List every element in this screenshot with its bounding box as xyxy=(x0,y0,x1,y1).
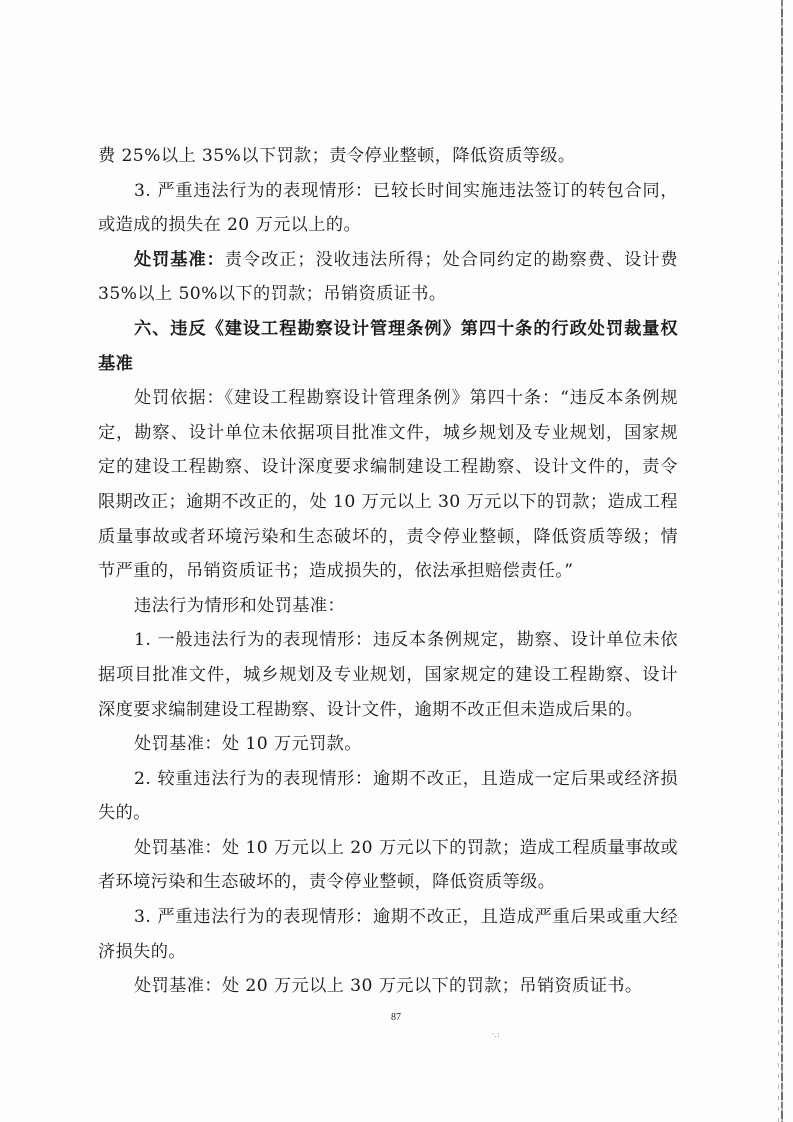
paragraph-serious-violation-5: 3. 严重违法行为的表现情形：已较长时间实施违法签订的转包合同，或造成的损失在 20 万元以上的。 xyxy=(98,180,678,236)
section-heading-6: 六、违反《建设工程勘察设计管理条例》第四十条的行政处罚裁量权基准 xyxy=(98,318,678,374)
paragraph-violation-intro: 违法行为情形和处罚基准： xyxy=(134,595,346,616)
paragraph-legal-basis: 处罚依据：《建设工程勘察设计管理条例》第四十条：“违反本条例规定，勘察、设计单位未依据项目批准文件，城乡规划及专业规划，国家规定的建设工程勘察、设计深度要求编制建设工程勘察、设计文件的，责令限期改正；逾期不改正的，处 10 万元以上 30 万元以下的罚款；造成工程质量事故或者环境污染和生态破坏的，责令停业整顿，降低资质等级；情节严重的，吊销资质证书；造成损失的，依法承担赔偿责任。” xyxy=(98,388,678,582)
body-text xyxy=(98,139,678,1004)
penalty-standard-label: 处罚基准： xyxy=(134,249,225,270)
paragraph-fee-continuation: 费 25%以上 35%以下罚款；责令停业整顿，降低资质等级。 xyxy=(98,146,576,166)
paragraph-serious-violation-6: 3. 严重违法行为的表现情形：逾期不改正，且造成严重后果或重大经济损失的。 xyxy=(98,907,678,962)
paragraph-penalty-general: 处罚基准：处 10 万元罚款。 xyxy=(134,734,362,755)
paragraph-penalty-moderate: 处罚基准：处 10 万元以上 20 万元以下的罚款；造成工程质量事故或者环境污染和生态破坏的，责令停业整顿，降低资质等级。 xyxy=(98,837,678,893)
paragraph-penalty-standard-5 xyxy=(98,243,678,312)
paragraph-penalty-serious: 处罚基准：处 20 万元以上 30 万元以下的罚款；吊销资质证书。 xyxy=(134,976,643,997)
paragraph-general-violation: 1. 一般违法行为的表现情形：违反本条例规定，勘察、设计单位未依据项目批准文件，城乡规划及专业规划，国家规定的建设工程勘察、设计深度要求编制建设工程勘察、设计文件，逾期不改正但未造成后果的。 xyxy=(98,630,678,720)
scan-edge-dashes xyxy=(778,260,779,1122)
scan-mark: ·.: xyxy=(492,1030,500,1039)
penalty-standard-text: 责令改正；没收违法所得；处合同约定的勘察费、设计费 35%以上 50%以下的罚款；吊销资质证书。 xyxy=(98,249,678,305)
page-number: 87 xyxy=(391,1012,401,1023)
paragraph-moderate-violation: 2. 较重违法行为的表现情形：逾期不改正，且造成一定后果或经济损失的。 xyxy=(98,768,678,824)
scan-edge-line xyxy=(781,0,783,1122)
